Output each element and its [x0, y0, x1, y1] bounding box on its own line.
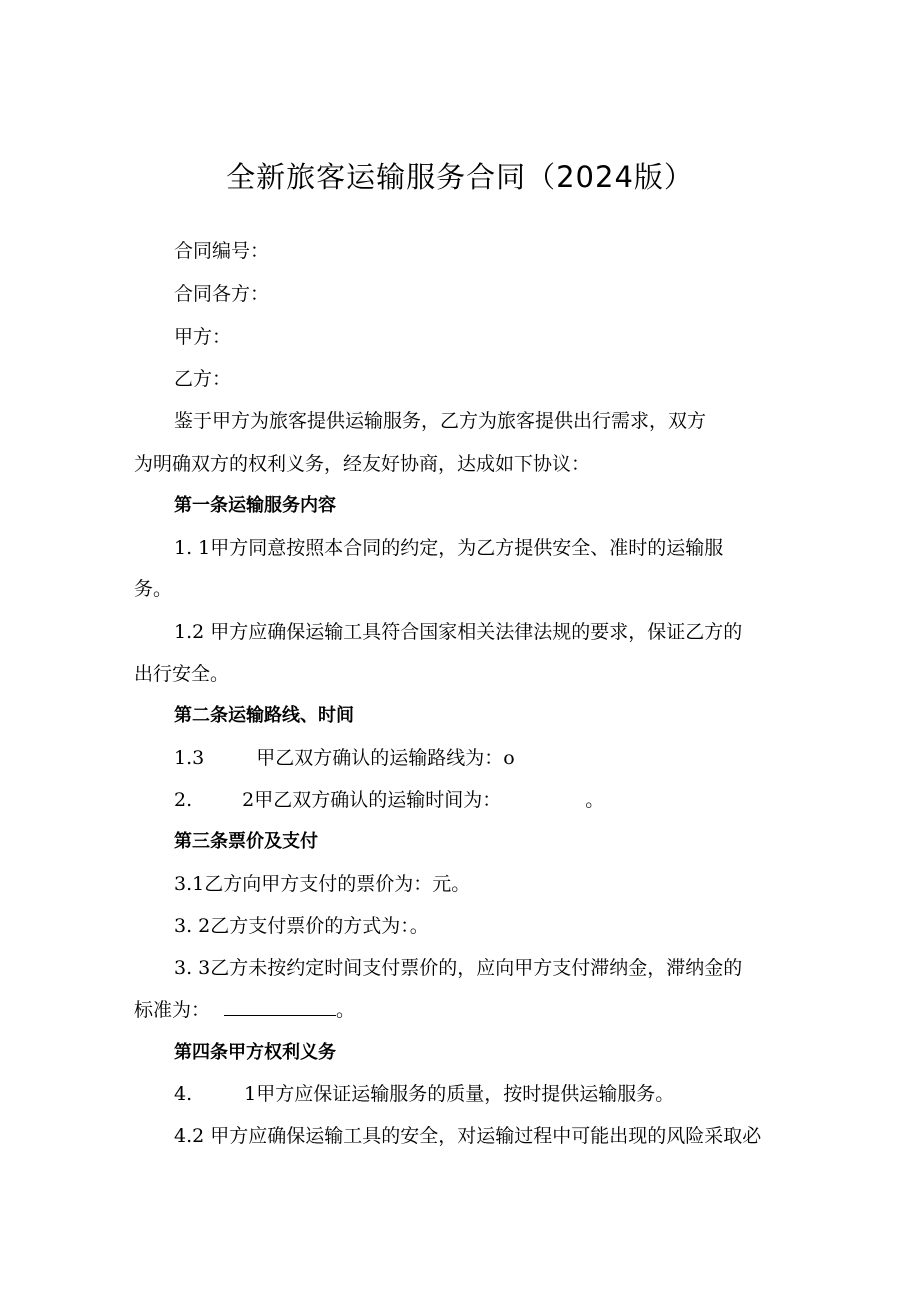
clause-4-1: [174, 1082, 674, 1106]
clause-4-1-text: 1甲方应保证运输服务的质量，按时提供运输服务。: [244, 1083, 675, 1105]
clause-2-1-number: 1.3: [174, 747, 205, 769]
section-heading-1: 第一条运输服务内容: [174, 495, 336, 516]
clause-3-2: 3. 2乙方支付票价的方式为：。: [174, 915, 429, 937]
clause-2-2-end: 。: [585, 789, 605, 811]
clause-4-1-number: 4.: [174, 1083, 193, 1105]
preamble-line-1: 鉴于甲方为旅客提供运输服务，乙方为旅客提供出行需求，双方: [174, 410, 707, 432]
clause-2-1: [174, 746, 515, 770]
clause-3-3-line-1: 3. 3乙方未按约定时间支付票价的，应向甲方支付滞纳金，滞纳金的: [174, 957, 743, 979]
clause-3-3-label: 标准为：: [134, 999, 211, 1021]
contract-number-label: 合同编号：: [174, 240, 270, 262]
document-title: 全新旅客运输服务合同（2024版）: [226, 160, 694, 194]
preamble-line-2: 为明确双方的权利义务，经友好协商，达成如下协议：: [134, 453, 591, 475]
clause-3-3-end: 。: [336, 999, 356, 1021]
party-b-label: 乙方：: [174, 368, 232, 390]
clause-1-1-line-1: 1. 1甲方同意按照本合同的约定，为乙方提供安全、准时的运输服: [174, 537, 724, 559]
clause-1-2-line-2: 出行安全。: [134, 663, 230, 685]
clause-1-2-line-1: 1.2 甲方应确保运输工具符合国家相关法律法规的要求，保证乙方的: [174, 621, 743, 643]
contract-parties-label: 合同各方：: [174, 283, 270, 305]
section-heading-2: 第二条运输路线、时间: [174, 705, 354, 726]
section-heading-3: 第三条票价及支付: [174, 831, 318, 852]
clause-3-1: 3.1乙方向甲方支付的票价为：元。: [174, 873, 471, 895]
clause-1-1-line-2: 务。: [134, 578, 173, 600]
clause-3-3-line-2: [134, 998, 355, 1022]
clause-4-2: 4.2 甲方应确保运输工具的安全，对运输过程中可能出现的风险采取必: [174, 1125, 762, 1147]
clause-2-2-number: 2.: [174, 789, 193, 811]
clause-2-2-text: 2甲乙双方确认的运输时间为：: [242, 789, 502, 811]
blank-underline: [224, 1001, 336, 1016]
section-heading-4: 第四条甲方权利义务: [174, 1042, 336, 1063]
clause-2-1-text: 甲乙双方确认的运输路线为：o: [256, 747, 515, 769]
party-a-label: 甲方：: [174, 326, 232, 348]
clause-2-2: [174, 788, 604, 812]
